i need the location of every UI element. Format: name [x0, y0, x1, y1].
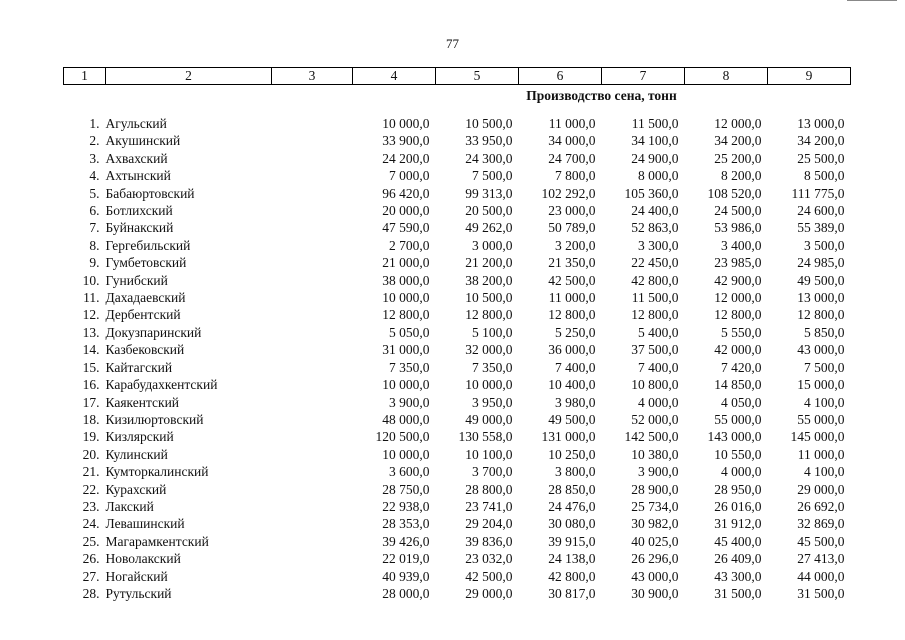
value-cell: 42 000,0	[714, 342, 762, 358]
value-cell: 12 800,0	[465, 307, 513, 323]
value-cell: 8 200,0	[721, 168, 762, 184]
value-cell: 111 775,0	[791, 185, 845, 201]
value-cell: 3 300,0	[638, 237, 679, 253]
value-cell: 7 800,0	[555, 168, 596, 184]
value-cell: 21 350,0	[548, 255, 596, 271]
row-number: 8.	[89, 237, 100, 253]
value-cell: 24 300,0	[465, 150, 513, 166]
column-header-4: 4	[353, 68, 436, 85]
value-cell: 10 400,0	[548, 377, 596, 393]
district-name: Кумторкалинский	[105, 464, 209, 480]
row-number: 25.	[82, 533, 100, 549]
value-cell: 10 100,0	[465, 446, 513, 462]
empty-cell	[272, 115, 353, 132]
value-cell: 38 200,0	[465, 272, 513, 288]
value-cell: 5 250,0	[555, 324, 596, 340]
value-cell: 12 800,0	[382, 307, 430, 323]
value-cell: 7 500,0	[804, 359, 845, 375]
value-cell: 52 000,0	[631, 411, 679, 427]
value-cell: 120 500,0	[375, 429, 430, 445]
value-cell: 10 000,0	[382, 116, 430, 131]
value-cell: 30 080,0	[548, 516, 596, 532]
column-header-1: 1	[64, 68, 106, 85]
row-number: 15.	[82, 359, 100, 375]
value-cell: 30 982,0	[631, 516, 679, 532]
district-name: Левашинский	[105, 516, 185, 532]
value-cell: 5 050,0	[389, 324, 430, 340]
district-name: Ахтынский	[105, 168, 171, 184]
row-number: 23.	[82, 498, 100, 514]
value-cell: 99 313,0	[465, 185, 513, 201]
table-row	[64, 272, 851, 289]
value-cell: 49 500,0	[548, 411, 596, 427]
value-cell: 3 000,0	[472, 237, 513, 253]
empty-cell	[272, 237, 353, 254]
value-cell: 28 850,0	[548, 481, 596, 497]
value-cell: 30 900,0	[631, 585, 679, 601]
value-cell: 43 000,0	[797, 342, 845, 358]
column-header-8: 8	[685, 68, 768, 85]
page-number: 77	[446, 36, 459, 51]
value-cell: 7 400,0	[638, 359, 679, 375]
value-cell: 3 900,0	[638, 464, 679, 480]
value-cell: 37 500,0	[631, 342, 679, 358]
table-row	[64, 550, 851, 567]
value-cell: 23 000,0	[548, 203, 596, 219]
district-name: Рутульский	[105, 585, 172, 601]
value-cell: 24 500,0	[714, 203, 762, 219]
value-cell: 43 300,0	[714, 568, 762, 584]
value-cell: 28 900,0	[631, 481, 679, 497]
value-cell: 24 600,0	[797, 203, 845, 219]
value-cell: 39 915,0	[548, 533, 596, 549]
value-cell: 28 950,0	[714, 481, 762, 497]
empty-cell	[272, 150, 353, 167]
district-name: Бабаюртовский	[105, 185, 195, 201]
value-cell: 26 016,0	[714, 498, 762, 514]
value-cell: 33 950,0	[465, 133, 513, 149]
value-cell: 34 200,0	[797, 133, 845, 149]
empty-cell	[272, 394, 353, 411]
district-name: Гумбетовский	[105, 255, 187, 271]
row-number: 21.	[82, 464, 100, 480]
value-cell: 24 985,0	[797, 255, 845, 271]
value-cell: 48 000,0	[382, 411, 430, 427]
value-cell: 3 980,0	[555, 394, 596, 410]
table-row	[64, 306, 851, 323]
value-cell: 4 000,0	[721, 464, 762, 480]
table-row	[64, 376, 851, 393]
value-cell: 31 500,0	[797, 585, 845, 601]
table-row	[64, 359, 851, 376]
value-cell: 3 700,0	[472, 464, 513, 480]
table-row	[64, 202, 851, 219]
row-number: 26.	[82, 551, 100, 567]
table-row	[64, 428, 851, 445]
row-number: 22.	[82, 481, 100, 497]
column-header-6: 6	[519, 68, 602, 85]
district-name: Ахвахский	[105, 150, 168, 166]
table-row	[64, 167, 851, 184]
value-cell: 145 000,0	[790, 429, 845, 445]
value-cell: 22 019,0	[382, 551, 430, 567]
empty-cell	[272, 272, 353, 289]
value-cell: 10 500,0	[465, 290, 513, 306]
row-number: 1.	[89, 116, 100, 131]
district-name: Кулинский	[105, 446, 168, 462]
table-row	[64, 185, 851, 202]
value-cell: 12 800,0	[714, 307, 762, 323]
row-number: 14.	[82, 342, 100, 358]
value-cell: 3 950,0	[472, 394, 513, 410]
value-cell: 131 000,0	[541, 429, 596, 445]
row-number: 4.	[89, 168, 100, 184]
value-cell: 7 420,0	[721, 359, 762, 375]
row-number: 17.	[82, 394, 100, 410]
value-cell: 36 000,0	[548, 342, 596, 358]
value-cell: 4 100,0	[804, 394, 845, 410]
value-cell: 108 520,0	[707, 185, 762, 201]
value-cell: 24 700,0	[548, 150, 596, 166]
row-number: 19.	[82, 429, 100, 445]
value-cell: 20 500,0	[465, 203, 513, 219]
district-name: Гергебильский	[105, 237, 191, 253]
value-cell: 143 000,0	[707, 429, 762, 445]
empty-cell	[272, 185, 353, 202]
district-name: Кизлярский	[105, 429, 174, 445]
empty-cell	[272, 132, 353, 149]
empty-cell	[272, 498, 353, 515]
column-header-9: 9	[768, 68, 851, 85]
row-number: 11.	[83, 290, 100, 306]
value-cell: 40 025,0	[631, 533, 679, 549]
value-cell: 39 426,0	[382, 533, 430, 549]
table-row	[64, 237, 851, 254]
value-cell: 28 000,0	[382, 585, 430, 601]
row-number: 16.	[82, 377, 100, 393]
value-cell: 28 800,0	[465, 481, 513, 497]
value-cell: 15 000,0	[797, 377, 845, 393]
value-cell: 12 800,0	[631, 307, 679, 323]
table-row	[64, 115, 851, 132]
column-number-row	[64, 68, 851, 85]
district-name: Буйнакский	[105, 220, 174, 236]
page-edge-line	[847, 0, 897, 1]
value-cell: 11 500,0	[631, 290, 679, 306]
empty-cell	[272, 533, 353, 550]
value-cell: 3 900,0	[389, 394, 430, 410]
value-cell: 49 500,0	[797, 272, 845, 288]
value-cell: 5 100,0	[472, 324, 513, 340]
empty-cell	[272, 359, 353, 376]
value-cell: 11 000,0	[548, 116, 596, 131]
value-cell: 13 000,0	[797, 116, 845, 131]
value-cell: 25 734,0	[631, 498, 679, 514]
value-cell: 10 000,0	[465, 377, 513, 393]
value-cell: 55 000,0	[714, 411, 762, 427]
district-name: Новолакский	[105, 551, 181, 567]
value-cell: 34 200,0	[714, 133, 762, 149]
district-name: Гунибский	[105, 272, 168, 288]
value-cell: 7 500,0	[472, 168, 513, 184]
value-cell: 10 800,0	[631, 377, 679, 393]
row-number: 9.	[89, 255, 100, 271]
table-row	[64, 341, 851, 358]
value-cell: 55 389,0	[797, 220, 845, 236]
district-name: Курахский	[105, 481, 167, 497]
table-header	[64, 68, 851, 85]
table-row	[64, 219, 851, 236]
value-cell: 26 296,0	[631, 551, 679, 567]
value-cell: 130 558,0	[458, 429, 513, 445]
table-row	[64, 515, 851, 532]
empty-cell	[272, 550, 353, 567]
table-body	[64, 85, 851, 603]
column-header-2: 2	[106, 68, 272, 85]
value-cell: 47 590,0	[382, 220, 430, 236]
value-cell: 42 500,0	[465, 568, 513, 584]
district-name: Ногайский	[105, 568, 168, 584]
value-cell: 45 500,0	[797, 533, 845, 549]
value-cell: 10 500,0	[465, 116, 513, 131]
empty-cell	[272, 515, 353, 532]
value-cell: 7 400,0	[555, 359, 596, 375]
row-number: 27.	[82, 568, 100, 584]
row-number: 3.	[89, 150, 100, 166]
table-row	[64, 463, 851, 480]
value-cell: 49 000,0	[465, 411, 513, 427]
district-name: Дахадаевский	[105, 290, 186, 306]
empty-cell	[272, 568, 353, 585]
value-cell: 26 409,0	[714, 551, 762, 567]
value-cell: 7 000,0	[389, 168, 430, 184]
district-name: Казбековский	[105, 342, 185, 358]
value-cell: 96 420,0	[382, 185, 430, 201]
district-name: Акушинский	[105, 133, 181, 149]
row-number: 20.	[82, 446, 100, 462]
value-cell: 5 850,0	[804, 324, 845, 340]
value-cell: 4 100,0	[804, 464, 845, 480]
table-row	[64, 150, 851, 167]
value-cell: 3 500,0	[804, 237, 845, 253]
value-cell: 24 476,0	[548, 498, 596, 514]
table-row	[64, 254, 851, 271]
district-name: Агульский	[105, 116, 167, 131]
value-cell: 5 550,0	[721, 324, 762, 340]
value-cell: 31 912,0	[714, 516, 762, 532]
column-header-5: 5	[436, 68, 519, 85]
value-cell: 14 850,0	[714, 377, 762, 393]
value-cell: 32 869,0	[797, 516, 845, 532]
table-row	[64, 568, 851, 585]
empty-cell	[272, 446, 353, 463]
row-number: 18.	[82, 411, 100, 427]
value-cell: 11 500,0	[631, 116, 679, 131]
value-cell: 29 000,0	[797, 481, 845, 497]
district-name: Магарамкентский	[105, 533, 209, 549]
value-cell: 45 400,0	[714, 533, 762, 549]
section-title-row	[64, 85, 851, 108]
value-cell: 13 000,0	[797, 290, 845, 306]
value-cell: 30 817,0	[548, 585, 596, 601]
value-cell: 22 938,0	[382, 498, 430, 514]
row-number: 2.	[89, 133, 100, 149]
value-cell: 33 900,0	[382, 133, 430, 149]
value-cell: 11 000,0	[548, 290, 596, 306]
empty-cell	[272, 202, 353, 219]
table-row	[64, 132, 851, 149]
empty-cell	[272, 481, 353, 498]
value-cell: 32 000,0	[465, 342, 513, 358]
empty-cell	[272, 585, 353, 602]
value-cell: 31 500,0	[714, 585, 762, 601]
empty-cell	[272, 254, 353, 271]
value-cell: 40 939,0	[382, 568, 430, 584]
empty-cell	[272, 167, 353, 184]
district-name: Карабудахкентский	[105, 377, 218, 393]
value-cell: 11 000,0	[797, 446, 845, 462]
column-header-7: 7	[602, 68, 685, 85]
value-cell: 39 836,0	[465, 533, 513, 549]
value-cell: 52 863,0	[631, 220, 679, 236]
district-name: Каякентский	[105, 394, 180, 410]
table-row	[64, 446, 851, 463]
empty-cell	[272, 324, 353, 341]
value-cell: 42 900,0	[714, 272, 762, 288]
value-cell: 25 200,0	[714, 150, 762, 166]
table-row	[64, 481, 851, 498]
value-cell: 42 800,0	[631, 272, 679, 288]
row-number: 13.	[82, 324, 100, 340]
value-cell: 20 000,0	[382, 203, 430, 219]
value-cell: 102 292,0	[541, 185, 596, 201]
value-cell: 42 500,0	[548, 272, 596, 288]
district-name: Докузпаринский	[105, 324, 202, 340]
row-number: 7.	[89, 220, 100, 236]
empty-cell	[272, 411, 353, 428]
value-cell: 42 800,0	[548, 568, 596, 584]
value-cell: 24 400,0	[631, 203, 679, 219]
value-cell: 5 400,0	[638, 324, 679, 340]
value-cell: 10 250,0	[548, 446, 596, 462]
district-name: Кизилюртовский	[105, 411, 204, 427]
value-cell: 27 413,0	[797, 551, 845, 567]
value-cell: 24 200,0	[382, 150, 430, 166]
value-cell: 8 500,0	[804, 168, 845, 184]
value-cell: 34 100,0	[631, 133, 679, 149]
value-cell: 43 000,0	[631, 568, 679, 584]
value-cell: 24 138,0	[548, 551, 596, 567]
value-cell: 7 350,0	[389, 359, 430, 375]
value-cell: 26 692,0	[797, 498, 845, 514]
value-cell: 105 360,0	[624, 185, 679, 201]
value-cell: 8 000,0	[638, 168, 679, 184]
table-row	[64, 533, 851, 550]
value-cell: 38 000,0	[382, 272, 430, 288]
district-name: Ботлихский	[105, 203, 173, 219]
value-cell: 50 789,0	[548, 220, 596, 236]
value-cell: 25 500,0	[797, 150, 845, 166]
row-number: 24.	[82, 516, 100, 532]
value-cell: 21 200,0	[465, 255, 513, 271]
value-cell: 21 000,0	[382, 255, 430, 271]
value-cell: 12 000,0	[714, 290, 762, 306]
value-cell: 22 450,0	[631, 255, 679, 271]
hay-production-table	[63, 67, 851, 602]
value-cell: 29 204,0	[465, 516, 513, 532]
value-cell: 23 741,0	[465, 498, 513, 514]
value-cell: 53 986,0	[714, 220, 762, 236]
row-number: 28.	[82, 585, 100, 601]
empty-cell	[272, 341, 353, 358]
value-cell: 28 750,0	[382, 481, 430, 497]
value-cell: 2 700,0	[389, 237, 430, 253]
table-row	[64, 411, 851, 428]
value-cell: 49 262,0	[465, 220, 513, 236]
table-row	[64, 498, 851, 515]
value-cell: 10 000,0	[382, 290, 430, 306]
value-cell: 10 000,0	[382, 446, 430, 462]
value-cell: 24 900,0	[631, 150, 679, 166]
value-cell: 10 000,0	[382, 377, 430, 393]
table-row	[64, 289, 851, 306]
value-cell: 55 000,0	[797, 411, 845, 427]
empty-cell	[272, 289, 353, 306]
empty-cell	[272, 219, 353, 236]
value-cell: 4 000,0	[638, 394, 679, 410]
value-cell: 3 400,0	[721, 237, 762, 253]
row-number: 5.	[89, 185, 100, 201]
row-number: 6.	[89, 203, 100, 219]
value-cell: 44 000,0	[797, 568, 845, 584]
empty-cell	[272, 376, 353, 393]
empty-cell	[272, 463, 353, 480]
value-cell: 10 380,0	[631, 446, 679, 462]
table-row	[64, 394, 851, 411]
value-cell: 4 050,0	[721, 394, 762, 410]
value-cell: 29 000,0	[465, 585, 513, 601]
district-name: Лакский	[105, 498, 154, 514]
value-cell: 12 800,0	[548, 307, 596, 323]
row-number: 12.	[82, 307, 100, 323]
value-cell: 12 800,0	[797, 307, 845, 323]
value-cell: 10 550,0	[714, 446, 762, 462]
table-row	[64, 585, 851, 602]
empty-cell	[272, 306, 353, 323]
value-cell: 12 000,0	[714, 116, 762, 131]
row-number: 10.	[82, 272, 100, 288]
value-cell: 23 032,0	[465, 551, 513, 567]
value-cell: 28 353,0	[382, 516, 430, 532]
value-cell: 34 000,0	[548, 133, 596, 149]
district-name: Дербентский	[105, 307, 181, 323]
value-cell: 23 985,0	[714, 255, 762, 271]
section-title: Производство сена, тонн	[526, 88, 677, 103]
district-name: Кайтагский	[105, 359, 173, 375]
column-header-3: 3	[272, 68, 353, 85]
empty-cell	[272, 428, 353, 445]
value-cell: 7 350,0	[472, 359, 513, 375]
value-cell: 142 500,0	[624, 429, 679, 445]
table-row	[64, 324, 851, 341]
value-cell: 31 000,0	[382, 342, 430, 358]
value-cell: 3 600,0	[389, 464, 430, 480]
value-cell: 3 200,0	[555, 237, 596, 253]
value-cell: 3 800,0	[555, 464, 596, 480]
